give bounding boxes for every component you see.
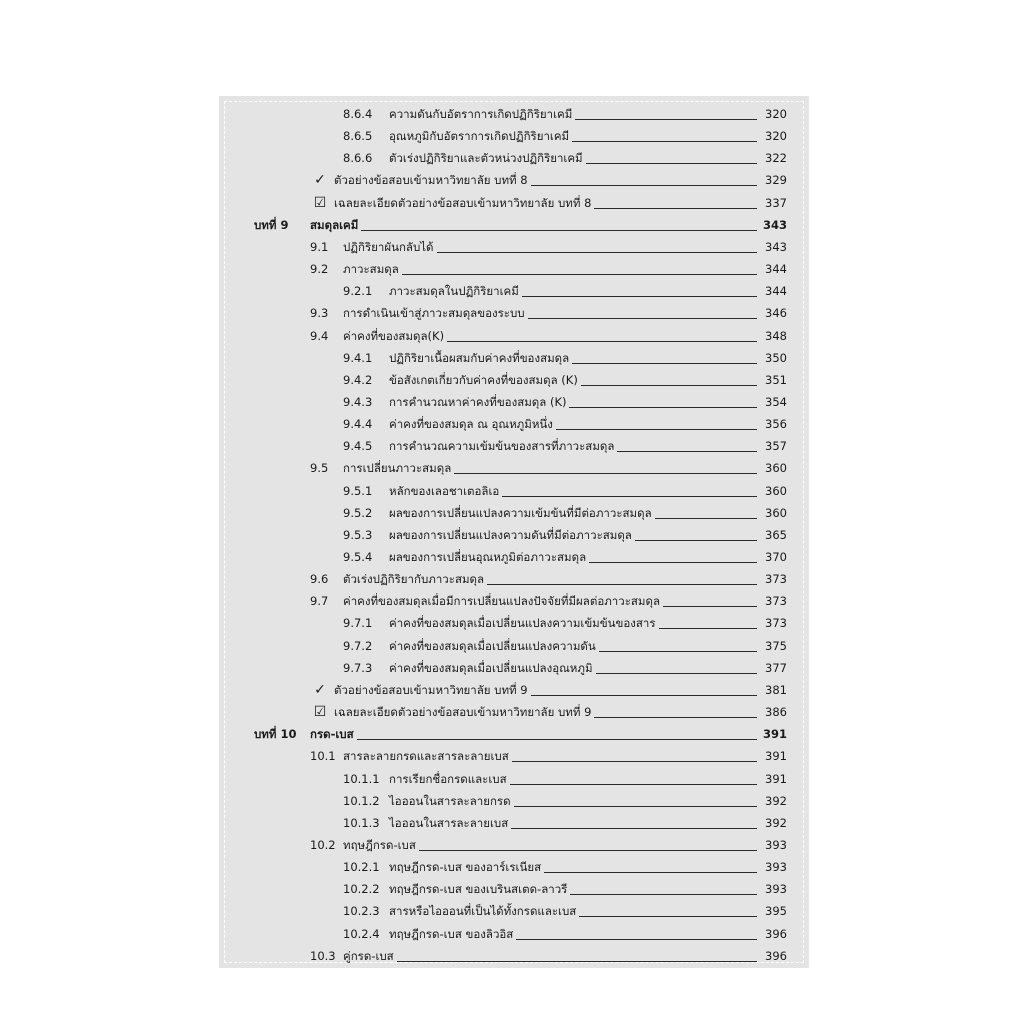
- leader-line: [516, 939, 757, 940]
- entry-title: ทฤษฎีกรด-เบส ของอาร์เรเนียส: [389, 860, 542, 875]
- toc-entry: [219, 790, 809, 812]
- leader-line: [361, 230, 757, 231]
- section-number: 8.6.5: [343, 129, 373, 144]
- entry-title: การเปลี่ยนภาวะสมดุล: [343, 461, 452, 476]
- entry-title: ผลของการเปลี่ยนแปลงความเข้มข้นที่มีต่อภาวะสมดุล: [389, 505, 652, 520]
- entry-title: ผลของการเปลี่ยนแปลงความดันที่มีต่อภาวะสมดุล: [389, 527, 632, 542]
- section-number: 10.2.4: [343, 926, 380, 941]
- toc-entry: [219, 125, 809, 147]
- entry-title: ค่าคงที่ของสมดุลเมื่อเปลี่ยนแปลงความดัน: [389, 638, 596, 653]
- page-number: 391: [765, 749, 787, 764]
- entry-title-with-leader: [334, 679, 757, 701]
- section-number: 9.6: [310, 572, 329, 587]
- entry-title-with-leader: [389, 347, 757, 369]
- toc-entry: [219, 347, 809, 369]
- entry-title-with-leader: [310, 214, 757, 236]
- page-number: 381: [765, 682, 787, 697]
- entry-title: การคำนวณความเข้มข้นของสารที่ภาวะสมดุล: [389, 439, 615, 454]
- page-number: 365: [765, 527, 787, 542]
- entry-title-with-leader: [389, 812, 757, 834]
- section-number: 10.1.2: [343, 793, 380, 808]
- leader-line: [594, 208, 757, 209]
- entry-title-with-leader: [334, 169, 757, 191]
- entry-title-with-leader: [343, 302, 757, 324]
- toc-entry: [219, 258, 809, 280]
- entry-title-with-leader: [389, 280, 757, 302]
- entry-title: ตัวอย่างข้อสอบเข้ามหาวิทยาลัย บทที่ 8: [334, 173, 528, 188]
- entry-title-with-leader: [343, 834, 757, 856]
- toc-entry: [219, 612, 809, 634]
- entry-title: ผลของการเปลี่ยนอุณหภูมิต่อภาวะสมดุล: [389, 550, 587, 564]
- section-number: 9.7.1: [343, 616, 373, 631]
- section-number: 8.6.6: [343, 151, 373, 166]
- entry-title-with-leader: [310, 723, 757, 745]
- toc-entry: [219, 945, 809, 967]
- leader-line: [544, 872, 757, 873]
- entry-title: ไอออนในสารละลายเบส: [389, 815, 509, 830]
- page-number: 393: [765, 860, 787, 875]
- leader-line: [596, 673, 757, 674]
- toc-entry: [219, 878, 809, 900]
- toc-entry: [219, 635, 809, 657]
- leader-line: [617, 451, 757, 452]
- entry-title-with-leader: [389, 546, 757, 568]
- leader-line: [599, 651, 757, 652]
- section-number: 10.1.1: [343, 771, 380, 786]
- leader-line: [589, 562, 757, 563]
- section-number: 9.7.2: [343, 638, 373, 653]
- entry-title: ค่าคงที่ของสมดุล(K): [343, 328, 445, 343]
- entry-title: ทฤษฎีกรด-เบส ของเบรินสเตด-ลาวรี: [389, 882, 568, 897]
- page-number: 337: [765, 195, 787, 210]
- entry-title: ค่าคงที่ของสมดุลเมื่อเปลี่ยนแปลงอุณหภูมิ: [389, 660, 593, 675]
- toc-entry: [219, 391, 809, 413]
- toc-entry: [219, 169, 809, 191]
- leader-line: [512, 761, 757, 762]
- entry-title-with-leader: [334, 701, 757, 723]
- entry-title-with-leader: [389, 768, 757, 790]
- leader-line: [487, 584, 757, 585]
- section-number: 9.5.2: [343, 505, 373, 520]
- leader-line: [569, 407, 757, 408]
- toc-entry: [219, 812, 809, 834]
- section-number: 10.2.1: [343, 860, 380, 875]
- entry-title-with-leader: [343, 568, 757, 590]
- chapter-label: บทที่ 9: [254, 217, 289, 232]
- entry-title-with-leader: [343, 457, 757, 479]
- page-number: 396: [765, 926, 787, 941]
- chapter-label: บทที่ 10: [254, 727, 297, 742]
- page-number: 392: [765, 793, 787, 808]
- section-number: 9.3: [310, 306, 329, 321]
- page-number: 373: [765, 616, 787, 631]
- toc-entry: [219, 524, 809, 546]
- entry-title-with-leader: [389, 923, 757, 945]
- toc-entry: [219, 679, 809, 701]
- page-number: 346: [765, 306, 787, 321]
- entry-title-with-leader: [389, 103, 757, 125]
- page-number: 344: [765, 262, 787, 277]
- section-number: 9.5.3: [343, 527, 373, 542]
- entry-title: ภาวะสมดุลในปฏิกิริยาเคมี: [389, 284, 519, 299]
- entry-title-with-leader: [389, 480, 757, 502]
- entry-title: ค่าคงที่ของสมดุลเมื่อมีการเปลี่ยนแปลงปัจจัยที่มีผลต่อภาวะสมดุล: [343, 594, 661, 609]
- page-number: 386: [765, 705, 787, 720]
- entry-title: ความดันกับอัตราการเกิดปฏิกิริยาเคมี: [389, 107, 573, 121]
- section-number: 10.2: [310, 837, 336, 852]
- section-number: 9.2: [310, 262, 329, 277]
- page-number: 360: [765, 505, 787, 520]
- leader-line: [575, 119, 757, 120]
- entry-title-with-leader: [343, 236, 757, 258]
- toc-entry: [219, 768, 809, 790]
- entry-title-with-leader: [389, 856, 757, 878]
- section-number: 9.4: [310, 328, 329, 343]
- leader-line: [594, 717, 757, 718]
- section-number: 10.2.2: [343, 882, 380, 897]
- leader-line: [528, 318, 757, 319]
- checkbox-checked-icon: ☑: [313, 194, 327, 211]
- entry-title-with-leader: [389, 657, 757, 679]
- entry-title: การดำเนินเข้าสู่ภาวะสมดุลของระบบ: [343, 306, 525, 321]
- leader-line: [570, 894, 757, 895]
- toc-entry: [219, 147, 809, 169]
- toc-entry: [219, 923, 809, 945]
- entry-title: ปฏิกิริยาเนื้อผสมกับค่าคงที่ของสมดุล: [389, 350, 570, 365]
- entry-title-with-leader: [389, 147, 757, 169]
- page-number: 344: [765, 284, 787, 299]
- leader-line: [357, 739, 757, 740]
- section-number: 9.7.3: [343, 660, 373, 675]
- toc-entry: [219, 103, 809, 125]
- toc-entry: [219, 657, 809, 679]
- entry-title: สมดุลเคมี: [310, 217, 359, 232]
- toc-entry: [219, 413, 809, 435]
- toc-entry: [219, 280, 809, 302]
- toc-entry: [219, 502, 809, 524]
- checkmark-icon: ✓: [314, 681, 326, 698]
- leader-line: [659, 628, 757, 629]
- entry-title: ทฤษฎีกรด-เบส: [343, 837, 416, 852]
- leader-line: [447, 341, 757, 342]
- page-number: 375: [765, 638, 787, 653]
- toc-entry: [219, 302, 809, 324]
- section-number: 10.2.3: [343, 904, 380, 919]
- entry-title: คู่กรด-เบส: [343, 948, 394, 963]
- section-number: 10.1: [310, 749, 336, 764]
- section-number: 9.5: [310, 461, 329, 476]
- page-number: 392: [765, 815, 787, 830]
- leader-line: [402, 274, 757, 275]
- leader-line: [419, 850, 757, 851]
- checkmark-icon: ✓: [314, 172, 326, 189]
- leader-line: [437, 252, 757, 253]
- entry-title: สารละลายกรดและสารละลายเบส: [343, 749, 509, 764]
- leader-line: [511, 828, 757, 829]
- entry-title: ปฏิกิริยาผันกลับได้: [343, 239, 434, 254]
- entry-title: หลักของเลอชาเตอลิเอ: [389, 483, 500, 498]
- entry-title-with-leader: [389, 391, 757, 413]
- entry-title: ข้อสังเกตเกี่ยวกับค่าคงที่ของสมดุล (K): [389, 372, 578, 387]
- entry-title: กรด-เบส: [310, 727, 354, 742]
- entry-title: อุณหภูมิกับอัตราการเกิดปฏิกิริยาเคมี: [389, 129, 570, 144]
- toc-entry: [219, 435, 809, 457]
- entry-title-with-leader: [389, 125, 757, 147]
- entry-title-with-leader: [343, 945, 757, 967]
- section-number: 9.4.3: [343, 394, 373, 409]
- section-number: 9.5.1: [343, 483, 373, 498]
- leader-line: [514, 806, 757, 807]
- page-number: 350: [765, 350, 787, 365]
- section-number: 9.1: [310, 239, 329, 254]
- leader-line: [635, 540, 757, 541]
- page-number: 351: [765, 372, 787, 387]
- entry-title: ตัวเร่งปฏิกิริยาและตัวหน่วงปฏิกิริยาเคมี: [389, 151, 583, 166]
- entry-title: ตัวอย่างข้อสอบเข้ามหาวิทยาลัย บทที่ 9: [334, 682, 528, 697]
- entry-title: ไอออนในสารละลายกรด: [389, 793, 511, 808]
- leader-line: [502, 496, 757, 497]
- page-number: 377: [765, 660, 787, 675]
- page-number: 320: [765, 129, 787, 144]
- leader-line: [663, 606, 757, 607]
- entry-title-with-leader: [343, 590, 757, 612]
- leader-line: [454, 473, 757, 474]
- page-number: 393: [765, 882, 787, 897]
- toc-entry: [219, 192, 809, 214]
- section-number: 9.4.5: [343, 439, 373, 454]
- leader-line: [579, 916, 757, 917]
- toc-page: [219, 96, 809, 968]
- checkbox-checked-icon: ☑: [313, 704, 327, 721]
- entry-title: ภาวะสมดุล: [343, 262, 399, 277]
- entry-title: เฉลยละเอียดตัวอย่างข้อสอบเข้ามหาวิทยาลัย บทที่ 8: [334, 195, 592, 210]
- toc-entry: [219, 834, 809, 856]
- page-number: 373: [765, 572, 787, 587]
- entry-title: เฉลยละเอียดตัวอย่างข้อสอบเข้ามหาวิทยาลัย บทที่ 9: [334, 705, 592, 720]
- toc-entry: [219, 236, 809, 258]
- toc-entry: [219, 745, 809, 767]
- page-number: 373: [765, 594, 787, 609]
- page-number: 391: [762, 727, 787, 742]
- leader-line: [556, 429, 757, 430]
- leader-line: [655, 518, 757, 519]
- entry-title-with-leader: [343, 325, 757, 347]
- toc-entry: [219, 723, 809, 745]
- entry-title-with-leader: [389, 790, 757, 812]
- section-number: 9.7: [310, 594, 329, 609]
- entry-title-with-leader: [343, 258, 757, 280]
- toc-entry: [219, 590, 809, 612]
- toc-entry: [219, 325, 809, 347]
- toc-entry: [219, 900, 809, 922]
- section-number: 9.5.4: [343, 550, 373, 564]
- entry-title-with-leader: [343, 745, 757, 767]
- toc-entry: [219, 546, 809, 568]
- toc-entry: [219, 701, 809, 723]
- page-number: 360: [765, 483, 787, 498]
- page-number: 356: [765, 417, 787, 432]
- page-number: 393: [765, 837, 787, 852]
- entry-title-with-leader: [389, 369, 757, 391]
- toc-entry: [219, 480, 809, 502]
- section-number: 10.3: [310, 948, 336, 963]
- entry-title-with-leader: [389, 502, 757, 524]
- leader-line: [586, 163, 757, 164]
- entry-title: ค่าคงที่ของสมดุลเมื่อเปลี่ยนแปลงความเข้มข้นของสาร: [389, 616, 656, 631]
- section-number: 9.2.1: [343, 284, 373, 299]
- leader-line: [572, 363, 757, 364]
- entry-title: สารหรือไอออนที่เป็นได้ทั้งกรดและเบส: [389, 904, 577, 919]
- leader-line: [522, 296, 757, 297]
- entry-title-with-leader: [389, 435, 757, 457]
- section-number: 9.4.1: [343, 350, 373, 365]
- leader-line: [581, 385, 757, 386]
- leader-line: [531, 695, 757, 696]
- entry-title-with-leader: [389, 635, 757, 657]
- entry-title-with-leader: [389, 524, 757, 546]
- entry-title-with-leader: [389, 413, 757, 435]
- page-number: 348: [765, 328, 787, 343]
- leader-line: [510, 784, 757, 785]
- toc-entry: [219, 856, 809, 878]
- page-number: 370: [765, 550, 787, 564]
- page-number: 343: [762, 217, 787, 232]
- entry-title-with-leader: [389, 878, 757, 900]
- leader-line: [397, 961, 757, 962]
- page-number: 357: [765, 439, 787, 454]
- page-number: 354: [765, 394, 787, 409]
- section-number: 9.4.4: [343, 417, 373, 432]
- leader-line: [531, 185, 757, 186]
- entry-title: ตัวเร่งปฏิกิริยากับภาวะสมดุล: [343, 572, 485, 587]
- entry-title: การคำนวณหาค่าคงที่ของสมดุล (K): [389, 394, 567, 409]
- page-number: 396: [765, 948, 787, 963]
- entry-title-with-leader: [389, 612, 757, 634]
- entry-title: ค่าคงที่ของสมดุล ณ อุณหภูมิหนึ่ง: [389, 417, 553, 432]
- entry-title-with-leader: [334, 192, 757, 214]
- page-number: 391: [765, 771, 787, 786]
- toc-entry: [219, 369, 809, 391]
- entry-title: การเรียกชื่อกรดและเบส: [389, 771, 507, 786]
- page-number: 329: [765, 173, 787, 188]
- section-number: 8.6.4: [343, 107, 373, 121]
- section-number: 10.1.3: [343, 815, 380, 830]
- leader-line: [572, 141, 757, 142]
- toc-entry: [219, 457, 809, 479]
- toc-entry: [219, 214, 809, 236]
- page-number: 322: [765, 151, 787, 166]
- entry-title: ทฤษฎีกรด-เบส ของลิวอิส: [389, 926, 514, 941]
- page-number: 395: [765, 904, 787, 919]
- toc-entry: [219, 568, 809, 590]
- entry-title-with-leader: [389, 900, 757, 922]
- section-number: 9.4.2: [343, 372, 373, 387]
- page-number: 320: [765, 107, 787, 121]
- page-number: 360: [765, 461, 787, 476]
- page-number: 343: [765, 239, 787, 254]
